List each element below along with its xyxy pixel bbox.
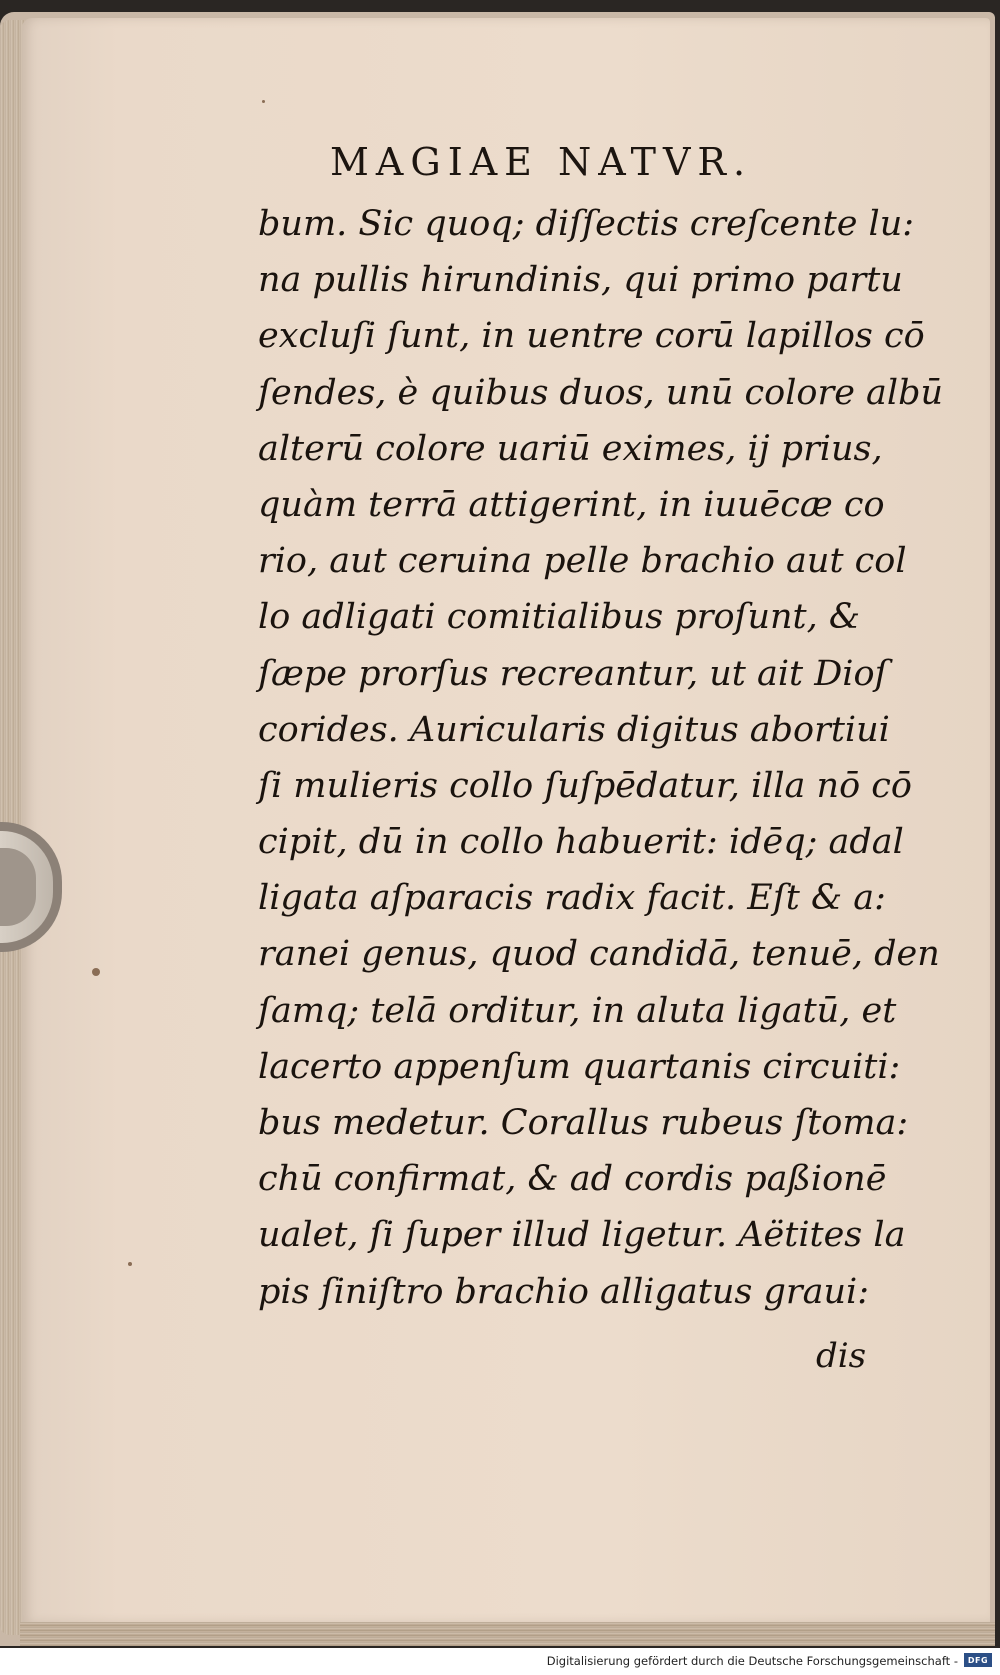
paper-spot [92, 968, 100, 976]
running-header: MAGIAE NATVR. [330, 140, 753, 184]
text-line: ranei genus, quod candidā, tenuē, den [258, 934, 940, 975]
body-text [258, 196, 944, 1320]
page-edges-bottom [20, 1622, 995, 1646]
text-line: lacerto appenſum quartanis circuiti: [258, 1046, 901, 1087]
text-line: lo adligati comitialibus proſunt, & [258, 597, 861, 638]
text-line: chū confirmat, & ad cordis paßionē [258, 1159, 887, 1200]
dfg-logo-icon: DFG [964, 1653, 992, 1667]
text-line: bum. Sic quoq; diſſectis creſcente lu: [258, 204, 915, 244]
catchword: dis [816, 1336, 867, 1376]
text-line: ſendes, è quibus duos, unū colore albū [258, 372, 944, 413]
text-line: na pullis hirundinis, qui primo partu [258, 260, 903, 301]
text-line: bus medetur. Corallus rubeus ſtoma: [258, 1103, 909, 1143]
text-line: ſamq; telā orditur, in aluta ligatū, et [258, 990, 897, 1031]
funding-credit: Digitalisierung gefördert durch die Deutsche Forschungsgemeinschaft - [546, 1654, 958, 1668]
text-line: ſæpe prorſus recreantur, ut ait Dioſ [258, 653, 888, 694]
footer-bar [0, 1648, 1000, 1675]
text-line: excluſi ſunt, in uentre corū lapillos cō [258, 316, 925, 357]
text-line: ligata aſparacis radix facit. Eſt & a: [258, 878, 886, 919]
text-line: pis ſiniſtro brachio alligatus graui: [258, 1271, 869, 1312]
text-line: rio, aut ceruina pelle brachio aut col [258, 541, 907, 582]
paper-spot [128, 1262, 132, 1266]
text-line: quàm terrā attigerint, in iuuēcæ co [258, 484, 885, 525]
paper-spot [262, 100, 265, 103]
text-line: cipit, dū in collo habuerit: idēq; adal [258, 822, 904, 863]
text-line: ſi mulieris collo ſuſpēdatur, illa nō cō [258, 765, 912, 806]
text-line: corides. Auricularis digitus abortiui [258, 709, 890, 750]
text-line: alterū colore uariū eximes, ij prius, [258, 428, 883, 469]
text-line: ualet, ſi ſuper illud ligetur. Aëtites la [258, 1215, 906, 1256]
